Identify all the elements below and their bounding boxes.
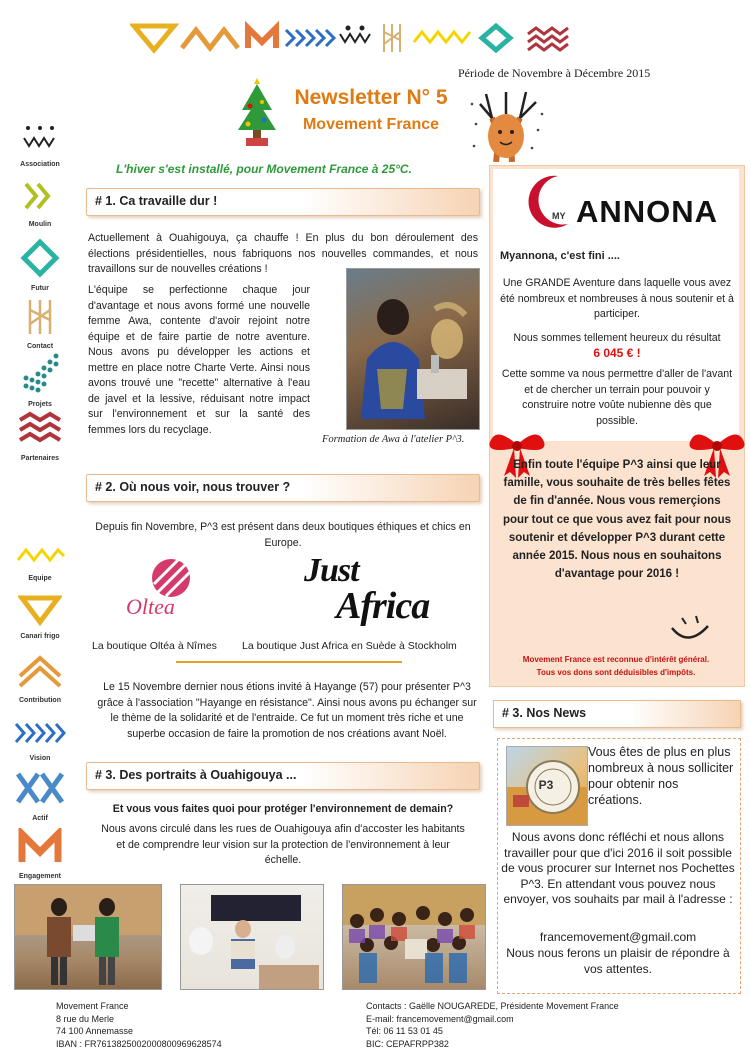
footer-contacts — [366, 1000, 619, 1050]
footer-address — [56, 1000, 222, 1050]
nav-label: Actif — [32, 815, 48, 822]
wave-icon — [14, 540, 66, 568]
section1-heading: # 1. Ca travaille dur ! — [95, 194, 218, 208]
children-group-illustration — [343, 885, 485, 989]
nav-label: Canari frigo — [20, 633, 60, 640]
nav-equipe[interactable] — [8, 540, 72, 582]
period-text: Période de Novembre à Décembre 2015 — [458, 66, 651, 80]
footer-contact-person: Contacts : Gaëlle NOUGAREDE, Présidente Movement France — [366, 1001, 619, 1011]
just-africa-logo-line1: Just — [304, 552, 359, 589]
dots-pattern-icon — [18, 120, 62, 154]
myannona-wishes: Enfin toute l'équipe P^3 ainsi que leur famille, vous souhaite de très belles fêtes de fin d'année. Nous vous remerçions pour tout ce que vous avez fait pour nous soutenir et développer P^3 durant cette année 2015. Nous nous en souhaitons d'avantage pour 2016 ! — [502, 459, 732, 581]
portrait-photo-2 — [180, 884, 324, 990]
just-africa-caption: La boutique Just Africa en Suède à Stockholm — [242, 640, 457, 652]
news-p2: Nous avons donc réfléchi et nous allons travailler pour que d'ici 2016 il soit possible de vous procurer sur Internet nos Pochettes P^3. En attendant vous pouvez nous envoyer, vos souhaits par mail à l'adresse : — [501, 830, 735, 907]
myannona-note1: Movement France est reconnue d'intérêt général. — [522, 655, 710, 664]
arrows-icon — [286, 30, 334, 46]
nav-projets[interactable] — [8, 350, 72, 408]
oltea-logo-text: Oltea — [126, 594, 175, 619]
nav-moulin[interactable] — [8, 178, 72, 228]
p3-badge-text: P3 — [538, 778, 554, 792]
section2-heading: # 2. Où nous voir, nous trouver ? — [95, 480, 291, 494]
news-heading: # 3. Nos News — [502, 706, 587, 720]
section2-header — [86, 474, 480, 502]
footer-org-name: Movement France — [56, 1001, 129, 1011]
nav-label: Vision — [29, 755, 51, 762]
diamond-icon — [18, 238, 62, 278]
nav-engagement[interactable] — [8, 828, 72, 880]
m-shape-icon — [14, 828, 66, 866]
nav-label: Partenaires — [20, 455, 60, 462]
nav-label: Projets — [28, 401, 52, 408]
portrait-photo-1 — [14, 884, 162, 990]
wave-icon — [414, 32, 470, 42]
portrait-photo-3 — [342, 884, 486, 990]
nav-canari-frigo[interactable] — [8, 592, 72, 640]
news-p1: Vous êtes de plus en plus nombreux à nous solliciter pour obtenir nos créations. — [588, 745, 734, 807]
myannona-logo-mark — [528, 172, 576, 234]
footer-iban: IBAN : FR7613825002000800969628574 — [56, 1038, 222, 1049]
section1-body: L'équipe se perfectionne chaque jour d'avantage et nous avons formé une nouvelle femme Awa, contente d'avoir rejoint notre équipe et de faire partie de notre aventure. Nous avons pu développer les actions et mettre en place notre Charte Verte. Ainsi nous avons trouvé une "recette" alternative à l'eau de javel et la lessive, réduisant notre impact sur l'environnement et sur la santé des femmes lors du recyclage. — [88, 284, 310, 436]
nav-label: Contact — [26, 343, 54, 350]
m-shape-icon — [248, 28, 276, 48]
decorative-banner — [130, 20, 610, 56]
cross-icon — [12, 768, 68, 808]
nav-contribution[interactable] — [8, 654, 72, 704]
newsletter-title: Newsletter N° 5 — [294, 86, 448, 109]
myannona-p1: Une GRANDE Aventure dans laquelle vous avez été nombreux et nombreuses à nous soutenir et à participer. — [500, 277, 734, 320]
nav-contact[interactable] — [8, 296, 72, 350]
fence-icon — [384, 24, 400, 52]
section3-heading: # 3. Des portraits à Ouahigouya ... — [95, 768, 297, 782]
footer-phone: Tél: 06 11 53 01 45 — [366, 1026, 443, 1036]
nav-actif[interactable] — [8, 768, 72, 822]
portrait-illustration — [15, 885, 161, 989]
nav-vision[interactable] — [8, 718, 72, 762]
myannona-amount: 6 045 € ! — [593, 346, 641, 360]
zigzag-icon — [16, 408, 64, 448]
myannona-p2: Nous sommes tellement heureux du résultat — [513, 332, 721, 344]
footer-street: 8 rue du Merle — [56, 1013, 115, 1024]
snowy-tree-icon — [466, 84, 550, 162]
footer-bic: BIC: CEPAFRPP382 — [366, 1038, 449, 1049]
myannona-p3: Cette somme va nous permettre d'aller de l'avant et de chercher un terrain pour pouvoir y construire notre voûte nubienne dès que possible. — [501, 368, 733, 427]
nav-label: Equipe — [28, 575, 52, 582]
myannona-note2: Tous vos dons sont déduisibles d'impôts. — [536, 668, 696, 677]
just-africa-logo-line2: Africa — [336, 585, 430, 627]
dots-pattern-icon — [340, 27, 370, 43]
myannona-title: Myannona, c'est fini .... — [500, 250, 620, 262]
news-p3: Nous nous ferons un plaisir de répondre à vos attentes. — [506, 946, 730, 976]
oltea-caption: La boutique Oltéa à Nîmes — [92, 640, 217, 652]
mountain-icon — [16, 654, 64, 690]
news-header — [493, 700, 741, 728]
dots-cluster-icon — [18, 350, 62, 394]
diamond-icon — [482, 26, 510, 50]
awa-photo — [346, 268, 480, 430]
nav-association[interactable] — [8, 120, 72, 168]
nav-label: Contribution — [19, 697, 61, 704]
footer-email[interactable]: E-mail: francemovement@gmail.com — [366, 1013, 514, 1024]
section3-body: Nous avons circulé dans les rues de Ouahigouya afin d'accoster les habitants et de comprendre leur vision sur la protection de l'environnement à leur échelle. — [101, 823, 465, 866]
classroom-illustration — [181, 885, 323, 989]
nav-futur[interactable] — [8, 238, 72, 292]
triangle-icon — [134, 26, 174, 50]
divider-line — [176, 661, 402, 663]
section1-header — [86, 188, 480, 216]
nav-label: Association — [20, 161, 60, 168]
footer-city: 74 100 Annemasse — [56, 1026, 134, 1036]
nav-label: Futur — [31, 285, 49, 292]
smiley-icon — [668, 612, 712, 646]
section3-question: Et vous vous faites quoi pour protéger l'environnement de demain? — [112, 803, 454, 815]
arrows-icon — [12, 718, 68, 748]
section1-intro: Actuellement à Ouahigouya, ça chauffe ! En plus du bon déroulement des élections présidentielles, nous fabriquons nos nouvelles commandes, et nous travaillons sur de nouvelles créations ! — [88, 232, 478, 275]
myannona-logo-my: MY — [552, 211, 566, 221]
section2-intro: Depuis fin Novembre, P^3 est présent dans deux boutiques éthiques et chics en Europe. — [95, 521, 471, 549]
triangle-icon — [18, 592, 62, 626]
christmas-tree-icon — [234, 74, 280, 152]
chevrons-icon — [18, 178, 62, 214]
newsletter-subtitle: Movement France — [302, 116, 440, 133]
myannona-logo-text: ANNONA — [576, 194, 719, 229]
section2-body: Le 15 Novembre dernier nous étions invité à Hayange (57) pour présenter P^3 grâce à l'association "Hayange en résistance". Ainsi nous avons pu échanger sur le thème de la solidarité et de l'entraide. Ce fut un moment très riche et une superbe occasion de faire la promotion de nos créations avant Noël. — [97, 681, 477, 740]
nav-label: Engagement — [18, 873, 61, 880]
mountain-icon — [182, 30, 238, 48]
news-email[interactable]: francemovement@gmail.com — [539, 930, 697, 944]
nav-partenaires[interactable] — [8, 408, 72, 462]
awa-photo-caption: Formation de Awa à l'atelier P^3. — [322, 434, 465, 445]
fence-icon — [18, 296, 62, 336]
section3-header — [86, 762, 480, 790]
tagline: L'hiver s'est installé, pour Movement France à 25°C. — [116, 162, 412, 176]
nav-label: Moulin — [28, 221, 52, 228]
sewing-woman-illustration — [347, 269, 479, 429]
zigzag-icon — [528, 28, 568, 50]
